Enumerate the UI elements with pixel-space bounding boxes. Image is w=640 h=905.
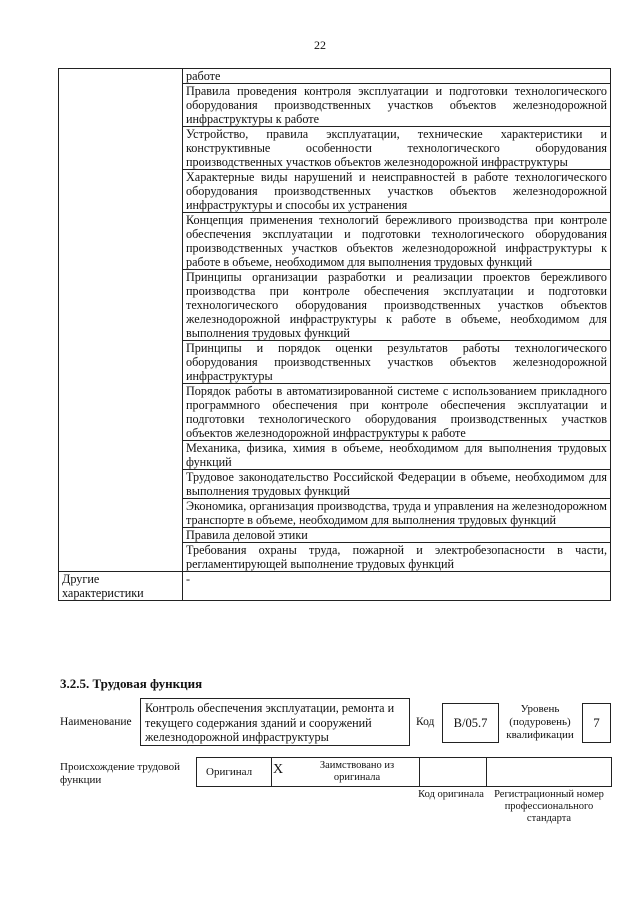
knowledge-item: Экономика, организация производства, труда и управления на железнодорожном транспорте в объеме, необходимом для выполнения трудовых функций <box>183 499 611 528</box>
divider <box>271 758 272 786</box>
original-mark: X <box>273 762 284 777</box>
table-row <box>59 572 611 601</box>
knowledge-item: Принципы организации разработки и реализации проектов бережливого производства при контроле обеспечения эксплуатации и подготовки технологического оборудования производственных участков объектов железнодорожной инфраструктуры к работе в объеме, необходимом для выполнения трудовых функций <box>183 270 611 341</box>
knowledge-table <box>58 68 611 601</box>
knowledge-item: Правила деловой этики <box>183 528 611 543</box>
knowledge-item: Характерные виды нарушений и неисправностей в работе технологического оборудования производственных участков объектов железнодорожной инфраструктуры и способы их устранения <box>183 170 611 213</box>
knowledge-item: Устройство, правила эксплуатации, технические характеристики и конструктивные особенности технологического оборудования производственных участков объектов железнодорожной инфраструктуры <box>183 127 611 170</box>
name-label: Наименование <box>60 716 132 728</box>
registration-caption: Регистрационный номер профессионального стандарта <box>494 789 604 824</box>
original-label: Оригинал <box>206 766 253 778</box>
other-characteristics-value: - <box>183 572 611 601</box>
divider <box>419 758 420 786</box>
origin-label: Происхождение трудовой функции <box>60 761 181 786</box>
knowledge-item: Механика, физика, химия в объеме, необходимом для выполнения трудовых функций <box>183 441 611 470</box>
code-caption: Код оригинала <box>418 789 484 800</box>
code-field: B/05.7 <box>442 703 499 743</box>
function-name-field: Контроль обеспечения эксплуатации, ремонта и текущего содержания зданий и сооружений железнодорожной инфраструктуры <box>140 698 410 746</box>
knowledge-item: Порядок работы в автоматизированной системе с использованием прикладного программного обеспечения при контроле обеспечения эксплуатации и подготовки технологического оборудования производственных участков объектов железнодорожной инфраструктуры к работе <box>183 384 611 441</box>
divider <box>486 758 487 786</box>
table-cell-empty <box>59 69 183 572</box>
borrowed-label: Заимствовано из оригинала <box>319 760 395 783</box>
page-number: 22 <box>314 38 326 52</box>
other-characteristics-label: Другие характеристики <box>59 572 183 601</box>
knowledge-item: Правила проведения контроля эксплуатации и подготовки технологического оборудования производственных участков объектов железнодорожной инфраструктуры к работе <box>183 84 611 127</box>
knowledge-item: Концепция применения технологий бережливого производства при контроле обеспечения эксплуатации и подготовки технологического оборудования производственных участков объектов железнодорожной инфраструктуры к работе в объеме, необходимом для выполнения трудовых функций <box>183 213 611 270</box>
level-field: 7 <box>582 703 611 743</box>
knowledge-item: Требования охраны труда, пожарной и электробезопасности в части, регламентирующей выполнение трудовых функций <box>183 543 611 572</box>
level-label: Уровень (подуровень) квалификации <box>506 703 574 741</box>
knowledge-item: Принципы и порядок оценки результатов работы технологического оборудования производственных участков объектов железнодорожной инфраструктуры <box>183 341 611 384</box>
knowledge-item: работе <box>183 69 611 84</box>
section-heading: 3.2.5. Трудовая функция <box>60 676 203 691</box>
table-row <box>59 69 611 84</box>
knowledge-item: Трудовое законодательство Российской Федерации в объеме, необходимом для выполнения трудовых функций <box>183 470 611 499</box>
code-label: Код <box>416 716 435 728</box>
